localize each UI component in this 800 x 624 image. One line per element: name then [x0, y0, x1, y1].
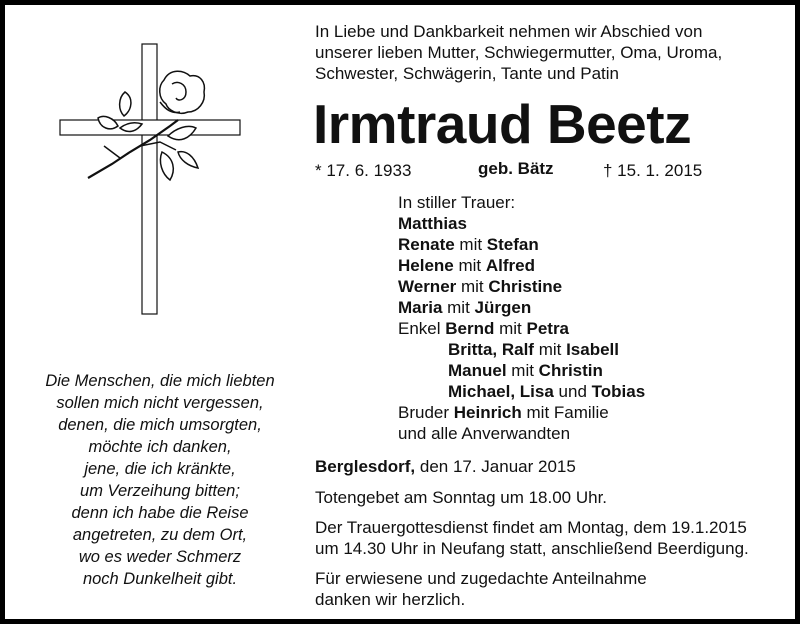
mourner-name: Tobias: [591, 382, 646, 401]
poem: [20, 370, 300, 590]
mourner-connector: mit: [506, 361, 539, 380]
maiden-name: geb. Bätz: [478, 159, 554, 178]
mourner-connector: Enkel: [398, 319, 446, 338]
poem-line: denen, die mich umsorgten,: [58, 416, 262, 434]
service-line: um 14.30 Uhr in Neufang statt, anschließend Beerdigung.: [315, 539, 749, 558]
mourner-name: Isabell: [566, 340, 619, 359]
intro-line: unserer lieben Mutter, Schwiegermutter, Oma, Uroma,: [315, 43, 723, 62]
mourner-line: [398, 318, 645, 339]
mourner-connector: mit: [533, 340, 567, 359]
mourner-line: [398, 381, 645, 402]
poem-line: um Verzeihung bitten;: [80, 482, 240, 500]
mourner-name: Heinrich: [453, 403, 522, 422]
intro-line: In Liebe und Dankbarkeit nehmen wir Abschied von: [315, 22, 703, 41]
death-date: † 15. 1. 2015: [603, 161, 703, 180]
intro-line: Schwester, Schwägerin, Tante und Patin: [315, 64, 619, 83]
cross-horizontal-beam: [60, 120, 240, 135]
deceased-name: Irmtraud Beetz: [313, 93, 692, 155]
poem-line: Die Menschen, die mich liebten: [45, 372, 275, 390]
mourner-name: Stefan: [486, 235, 539, 254]
mourner-name: Werner: [398, 277, 457, 296]
mourner-name: Renate: [398, 235, 455, 254]
place-date-text: den 17. Januar 2015: [415, 457, 576, 476]
mourner-name: Christin: [538, 361, 603, 380]
thanks-line: Für erwiesene und zugedachte Anteilnahme: [315, 569, 647, 588]
service-line: Der Trauergottesdienst findet am Montag, dem 19.1.2015: [315, 518, 747, 537]
place-date: [315, 456, 576, 477]
poem-line: jene, die ich kränkte,: [84, 460, 236, 478]
mourner-line: [398, 339, 645, 360]
mourner-name: Alfred: [485, 256, 535, 275]
poem-line: denn ich habe die Reise: [71, 504, 249, 522]
mourners-list: [398, 192, 645, 444]
mourner-name: Britta, Ralf: [448, 340, 534, 359]
cross-with-rose-icon: [0, 40, 300, 340]
mourners-heading: In stiller Trauer:: [398, 193, 516, 212]
thanks-text: [315, 568, 647, 610]
mourner-line: [398, 234, 645, 255]
mourner-line: [398, 402, 645, 423]
mourner-line: [398, 255, 645, 276]
mourner-connector: und: [553, 382, 592, 401]
mourner-connector: mit: [454, 235, 487, 254]
mourner-name: Petra: [526, 319, 570, 338]
thanks-line: danken wir herzlich.: [315, 590, 466, 609]
mourner-name: Bernd: [445, 319, 495, 338]
mourner-line: [398, 213, 645, 234]
mourner-connector: mit: [456, 277, 489, 296]
mourner-name: Christine: [488, 277, 563, 296]
cross-vertical-beam: [142, 44, 157, 314]
mourner-name: Helene: [398, 256, 454, 275]
poem-line: noch Dunkelheit gibt.: [82, 570, 238, 588]
poem-line: wo es weder Schmerz: [78, 548, 242, 566]
mourner-name: Jürgen: [474, 298, 532, 317]
mourner-connector: mit: [442, 298, 475, 317]
poem-line: sollen mich nicht vergessen,: [56, 394, 264, 412]
mourner-connector: mit: [494, 319, 527, 338]
poem-line: angetreten, zu dem Ort,: [72, 526, 248, 544]
mourner-connector: mit: [453, 256, 486, 275]
service-info: [315, 517, 749, 559]
mourner-connector: mit Familie: [521, 403, 609, 422]
mourner-line: [398, 276, 645, 297]
mourner-name: Matthias: [398, 214, 467, 233]
place-town: Berglesdorf,: [315, 457, 416, 476]
intro-text: [315, 21, 722, 84]
poem-line: möchte ich danken,: [88, 438, 232, 456]
prayer-info: Totengebet am Sonntag um 18.00 Uhr.: [315, 488, 608, 507]
birth-date: * 17. 6. 1933: [315, 161, 412, 180]
mourner-connector: und alle Anverwandten: [398, 424, 571, 443]
mourner-line: [398, 423, 645, 444]
mourner-name: Maria: [398, 298, 443, 317]
mourner-connector: Bruder: [398, 403, 454, 422]
mourner-name: Manuel: [448, 361, 507, 380]
mourner-line: [398, 297, 645, 318]
mourner-name: Michael, Lisa: [448, 382, 554, 401]
mourner-line: [398, 360, 645, 381]
